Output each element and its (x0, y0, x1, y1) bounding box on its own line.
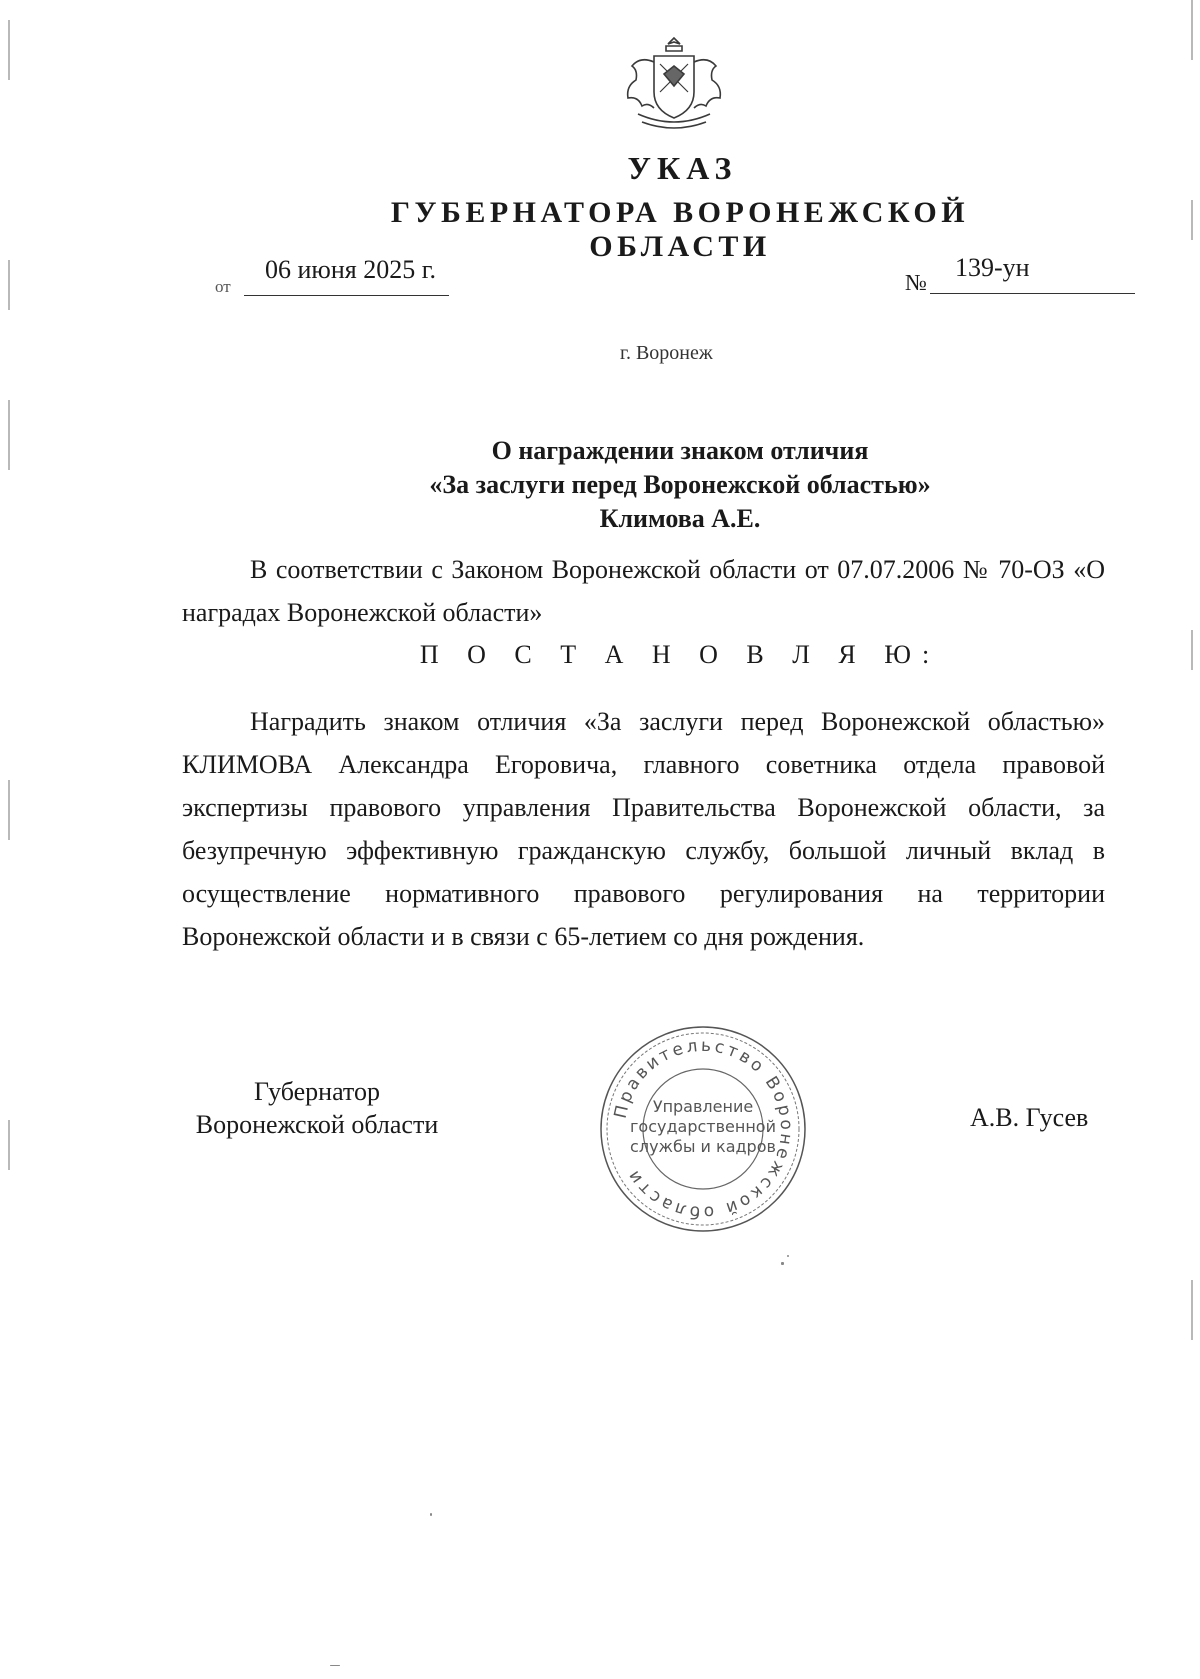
decree-title: УКАЗ (627, 150, 738, 186)
position-line-2: Воронежской области (195, 1110, 439, 1139)
seal-center-line-1: Управление (652, 1097, 754, 1116)
decree-number: 139-ун (955, 253, 1030, 282)
seal-center-line-3: службы и кадров (630, 1137, 776, 1156)
scan-edge-mark (8, 400, 10, 470)
decree-word: П О С Т А Н О В Л Я Ю: (419, 640, 941, 669)
decree-date: 06 июня 2025 г. (265, 255, 436, 284)
scan-speck (787, 1255, 789, 1257)
scan-speck (781, 1262, 784, 1265)
scan-edge-mark (8, 1120, 10, 1170)
seal-center-line-2: государственной (630, 1117, 776, 1136)
heading-line-1: О награждении знаком отличия (491, 436, 869, 465)
scan-speck (430, 1513, 432, 1516)
scan-speck (330, 1665, 340, 1666)
heading-line-3: Климова А.Е. (599, 504, 761, 533)
city: г. Воронеж (620, 342, 713, 364)
signatory-position (182, 1075, 452, 1141)
date-underline (244, 295, 449, 296)
scan-edge-mark (8, 20, 10, 80)
scan-edge-mark (1191, 1280, 1193, 1340)
preamble: В соответствии с Законом Воронежской области от 07.07.2006 № 70-ОЗ «О наградах Воронежской области» (182, 555, 1105, 627)
coat-of-arms-icon (620, 34, 728, 134)
decree-paragraph: Наградить знаком отличия «За заслуги перед Воронежской областью» КЛИМОВА Александра Егоровича, главного советника отдела правовой экспертизы правового управления Правительства Воронежской области, за безупречную эффективную гражданскую службу, большой личный вклад в осуществление нормативного правового регулирования на территории Воронежской области и в связи с 65-летием со дня рождения. (182, 707, 1105, 951)
date-label: от (215, 277, 231, 296)
scan-edge-mark (1191, 630, 1193, 670)
scan-edge-mark (1191, 200, 1193, 240)
decree-subtitle: ГУБЕРНАТОРА ВОРОНЕЖСКОЙ ОБЛАСТИ (390, 196, 970, 263)
signatory-name: А.В. Гусев (970, 1103, 1089, 1132)
scan-edge-mark (8, 260, 10, 310)
heading-line-2: «За заслуги перед Воронежской областью» (429, 470, 931, 499)
seal-ring-text: Правительство Воронежской области (610, 1035, 797, 1223)
number-label: № (905, 270, 927, 295)
official-seal (596, 1022, 810, 1236)
scan-edge-mark (8, 780, 10, 840)
number-underline (930, 293, 1135, 294)
position-line-1: Губернатор (254, 1077, 380, 1106)
scan-edge-mark (1191, 0, 1193, 60)
